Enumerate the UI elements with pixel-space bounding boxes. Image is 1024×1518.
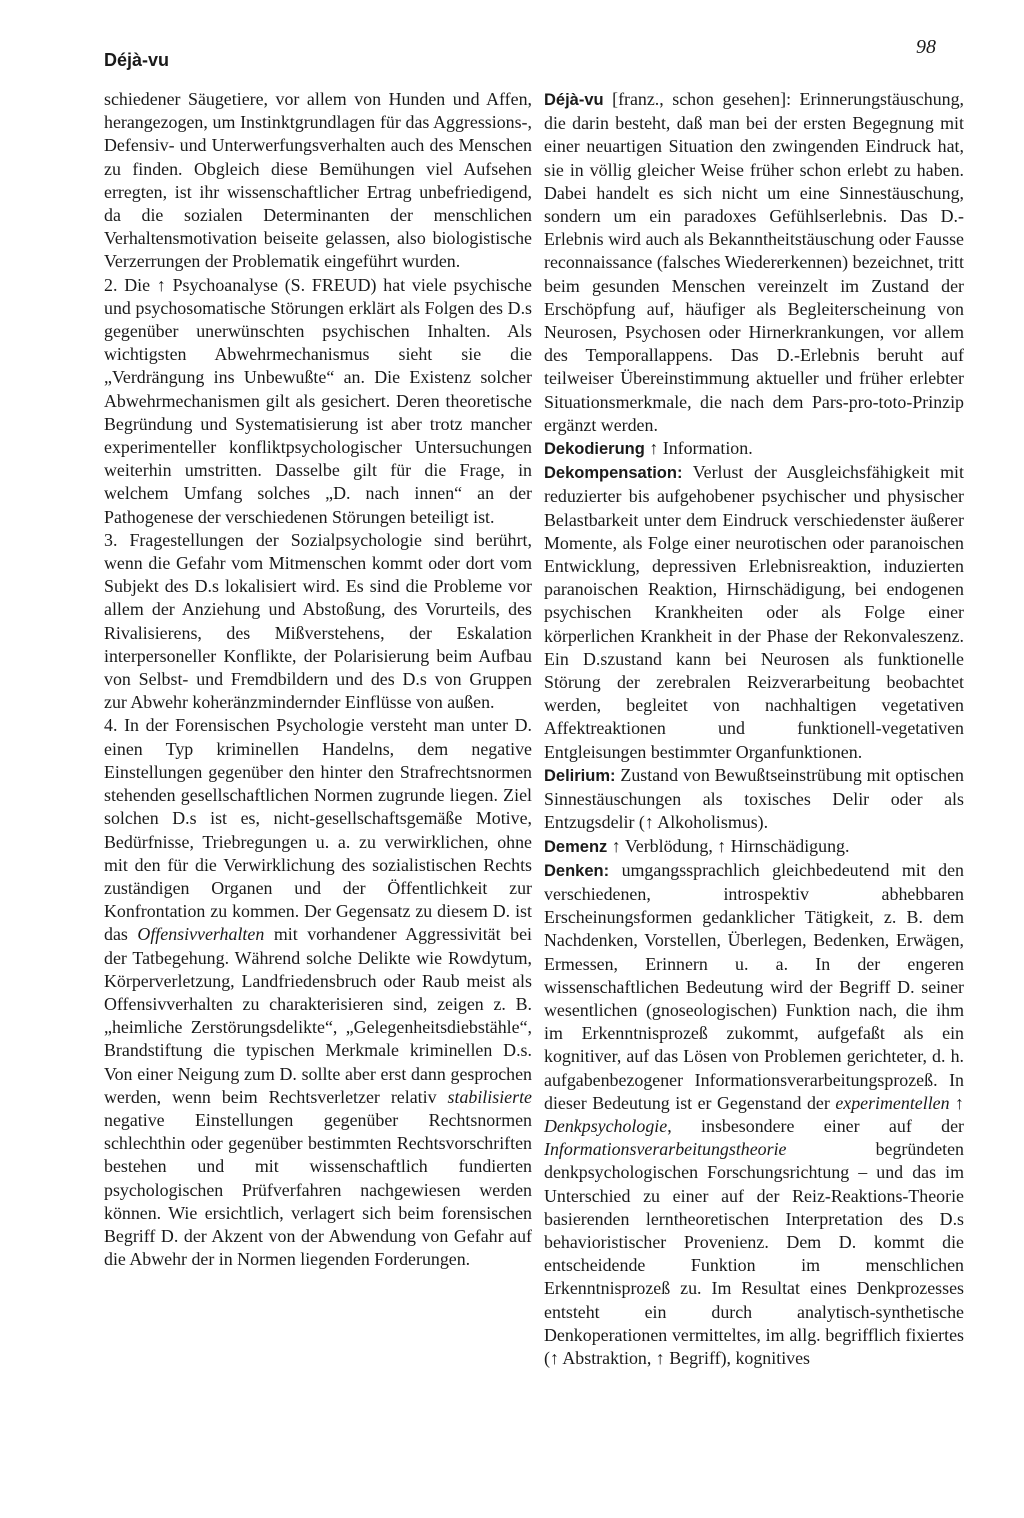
entry-denken [544, 859, 964, 1370]
left-column [104, 88, 532, 1271]
lemma: Denken: [544, 861, 610, 880]
lemma: Déjà-vu [544, 91, 604, 109]
entry-text: Verlust der Ausgleichsfähigkeit mit reduzierter bis aufgehobener psychischer und physischer Belastbarkeit unter dem Eindruck verschiedenster äußerer Momente, als Folge einer neurotischen oder paranoischen Entwicklung, depressiven Erlebnisreaktion, induzierten paranoischen Reaktion, Hirnschädigung, bei endogenen psychischen Krankheiten oder als Folge einer körperlichen Krankheit in der Phase der Rekonvaleszenz. Ein D.szustand kann bei Neurosen als funktionelle Störung der zerebralen Reizverarbeitung beobachtet werden, begleitet von nachhaltigen vegetativen Affektreaktionen und funktionell-vegetativen Entgleisungen bestimmter Organfunktionen. [544, 462, 964, 762]
lemma: Dekodierung [544, 440, 645, 459]
entry-deja-vu [544, 88, 964, 437]
entry-text: umgangssprachlich gleichbedeutend mit den verschiedenen, introspektiv abhebbaren Erscheinungsformen gedanklicher Tätigkeit, z. B. dem Nachdenken, Vorstellen, Überlegen, Bedenken, Erwägen, Ermessen, Erinnern u. a. In der engeren wissenschaftlichen Bedeutung wird der Begriff D. seiner wesentlichen (gnoseologischen) Funktion nach, die ihm im Erkenntnisprozeß zukommt, aufgefaßt als ein kognitiver, auf das Lösen von Problemen gerichteter, d. h. aufgabenbezogener Informationsverarbeitungsprozeß. In dieser Bedeutung ist er Gegenstand der [544, 859, 964, 1113]
entry-text: , insbesondere einer auf der [667, 1115, 964, 1136]
entry-delirium [544, 764, 964, 835]
italic-term: experimentellen ↑ Denkpsychologie [544, 1092, 964, 1136]
lemma: Demenz [544, 837, 608, 856]
lemma: Dekompensation: [544, 464, 683, 483]
entry-demenz [544, 835, 964, 859]
text-run: mit vorhandener Aggressivität bei der Tatbegehung. Während solche Delikte wie Rowdytum, Körperverletzung, Landfriedensbruch oder Raub meist als Offensivverhalten zu charakterisieren sind, zeigen z. B. „heimliche Zerstörungsdelikte“, „Gelegenheitsdiebstähle“, Brandstiftung die typischen Merkmale kriminellen D.s. Von einer Neigung zum D. sollte aber erst dann gesprochen werden, wenn beim Rechtsverletzer relativ [104, 924, 532, 1107]
paragraph-psychoanalyse: 2. Die ↑ Psychoanalyse (S. FREUD) hat viele psychische und psychosomatische Störungen erklärt als Folgen des D.s gegenüber unerwünschten psychischen Inhalten. Als wichtigsten Abwehrmechanismus sieht sie die „Verdrängung ins Unbewußte“ an. Die Existenz solcher Abwehrmechanismen gilt als gesichert. Deren theoretische Begründung und Systematisierung ist aber trotz mancher experimenteller konfliktpsychologischer Untersuchungen weiterhin umstritten. Dasselbe gilt für die Frage, in welchem Umfang solches „D. nach innen“ an der Pathogenese der verschiedenen Störungen beteiligt ist. [104, 274, 532, 527]
lemma: Delirium: [544, 766, 616, 785]
paragraph-continuation: schiedener Säugetiere, vor allem von Hunden und Affen, herangezogen, um Instinktgrundlagen für das Aggressions-, Defensiv- und Unterwerfungsverhalten auch des Menschen zu finden. Obgleich diese Bemühungen viel Aufsehen erregten, ist ihr wissenschaftlicher Ertrag unbefriedigend, da die sozialen Determinanten der menschlichen Verhaltensmotivation beiseite gelassen, also biologistische Verzerrungen der Problematik eingeführt wurden. [104, 89, 532, 272]
entry-text: [franz., schon gesehen]: Erinnerungstäuschung, die darin besteht, daß man bei der ersten Begegnung mit einer neuartigen Situation den zwingenden Eindruck hat, sie in völlig gleicher Weise früher schon erlebt zu haben. Dabei handelt es sich nicht um eine Sinnestäuschung, sondern um ein paradoxes Gefühlserlebnis. Das D.-Erlebnis wird auch als Bekanntheitstäuschung oder Fausse reconnaissance (falsches Wiedererkennen) bezeichnet, tritt beim gesunden Menschen vereinzelt im Zustand der Erschöpfung auf, häufiger als Begleiterscheinung von Neurosen, Psychosen oder Hirnerkrankungen, vor allem des Temporallappens. Das D.-Erlebnis beruht auf teilweiser Übereinstimmung aktueller und früher erlebter Situationsmerkmale, die nach dem Pars-pro-toto-Prinzip ergänzt werden. [544, 89, 964, 435]
paragraph-sozialpsychologie: 3. Fragestellungen der Sozialpsychologie sind berührt, wenn die Gefahr vom Mitmenschen kommt oder dort vom Subjekt des D.s lokalisiert wird. Es sind die Probleme vor allem der Anziehung und Abstoßung, des Vorurteils, des Rivalisierens, des Mißverstehens, der Eskalation interpersoneller Konflikte, der Polarisierung beim Aufbau von Selbst- und Fremdbildern und des D.s von Gruppen zur Abwehr koheränzmindernder Einflüsse von außen. [104, 529, 532, 713]
italic-term: Informationsverarbeitungstheorie [544, 1139, 787, 1160]
paragraph-forensische-psychologie [104, 714, 532, 1271]
right-column [544, 88, 964, 1370]
entry-text: begründeten denkpsychologischen Forschungsrichtung – und das im Unterschied zu einer auf der Reiz-Reaktions-Theorie basierenden lerntheoretischen Interpretation des D.s behavioristischer Provenienz. Dem D. kommt die entscheidende Funktion im menschlichen Erkenntnisprozeß zu. Im Resultat eines Denkprozesses entsteht ein durch analytisch-synthetische Denkoperationen vermitteltes, im allg. begrifflich fixiertes (↑ Abstraktion, ↑ Begriff), kognitives [544, 1139, 964, 1368]
running-head: Déjà-vu [104, 50, 170, 70]
text-run: 4. In der Forensischen Psychologie versteht man unter D. einen Typ kriminellen Handelns, dem negative Einstellungen gegenüber den hinter den Strafrechtsnormen stehenden gesellschaftlichen Normen zugrunde liegen. Ziel solchen D.s ist es, nicht-gesellschaftsgemäße Motive, Bedürfnisse, Triebregungen u. a. zu verwirklichen, ohne mit den für die Verwirklichung des sozialistischen Rechts zuständigen Organen und der Öffentlichkeit zur Konfrontation zu kommen. Der Gegensatz zu diesem D. ist das [104, 715, 532, 945]
entry-text: ↑ Information. [644, 438, 753, 459]
italic-term: stabilisierte [447, 1086, 532, 1107]
italic-term: Offensivverhalten [137, 924, 265, 945]
entry-dekodierung [544, 437, 964, 461]
page-number: 98 [916, 36, 936, 58]
entry-text: ↑ Verblödung, ↑ Hirnschädigung. [607, 835, 850, 856]
entry-text: Zustand von Bewußtseinstrübung mit optischen Sinnestäuschungen als toxisches Delir oder als Entzugsdelir (↑ Alkoholismus). [544, 764, 964, 833]
text-run: negative Einstellungen gegenüber Rechtsnormen schlechthin oder gegenüber bestimmten Rechtsvorschriften bestehen und mit wissenschaftlich fundierten psychologischen Prüfverfahren nachgewiesen werden können. Wie ersichtlich, verlagert sich beim forensischen Begriff D. der Akzent von der Abwendung von Gefahr auf die Abwehr der in Normen liegenden Forderungen. [104, 1109, 532, 1270]
entry-dekompensation [544, 461, 964, 764]
